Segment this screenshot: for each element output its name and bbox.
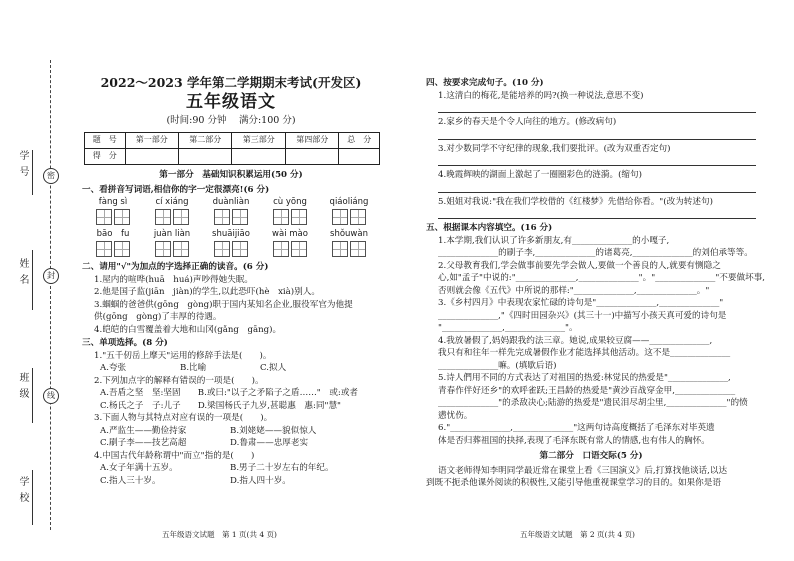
score-header-cell: 第一部分 [125, 133, 178, 149]
pinyin-text: qiáoliáng [329, 197, 369, 207]
score-header-cell: 第二部分 [179, 133, 232, 149]
sec5-line[interactable]: 3.《乡村四月》中表现农家忙碌的诗句是"______________,______________" [438, 298, 724, 308]
q1-options [82, 362, 380, 375]
q1-option-c[interactable]: C.拟人 [260, 363, 287, 373]
name-blank[interactable] [32, 250, 33, 310]
q1-stem: 1."五千仞岳上摩天"运用的修辞手法是( )。 [94, 350, 272, 361]
q2-stem: 2.下列加点字的解释有错误的一项是( )。 [94, 375, 264, 386]
q4-stem: 4.中国古代年龄称谓中"而立"指的是( ) [94, 450, 255, 461]
sec5-line[interactable]: 心,如"孟子"中说的:"______________,______________"。"______________"不要做坏事, [438, 273, 765, 283]
sec5-line[interactable]: 否则就会像《五代》中所说的那样:"______________,______________。" [438, 285, 710, 296]
score-table-header-row [85, 133, 380, 149]
sec5-line[interactable]: 5.诗人們用不同的方式表达了对祖国的热爱:林觉民的热爱是"______________, [438, 373, 731, 383]
pinyin-text: juàn liàn [153, 229, 191, 239]
seal-mi: 密 [43, 168, 59, 184]
writing-boxes[interactable] [267, 209, 313, 225]
footer-left: 五年级语文试题 第 1 页(共 4 页) [162, 530, 277, 539]
sec4-item: 5.姐姐对我说:"我在我们学校借的《红楼梦》先借给你看。"(改为转述句) [438, 196, 713, 207]
writing-boxes[interactable] [90, 241, 136, 257]
sec5-line[interactable]: "______________,______________"。 [438, 323, 578, 333]
pinyin-text: cù yōng [273, 197, 307, 207]
sec5-line[interactable]: 1.本学期,我们认识了许多新朋友,有______________的小嘎子, [438, 235, 670, 246]
pinyin-row-1 [82, 197, 380, 228]
footer-right: 五年级语文试题 第 2 页(共 4 页) [520, 530, 635, 539]
answer-line[interactable] [438, 155, 756, 166]
q2-options-ab[interactable]: A.吾盾之坚 坚:坚固 B.或曰:"以子之矛陷子之盾……" 或:或者 [100, 388, 359, 398]
exam-subject: 五年级语文 [186, 92, 276, 112]
writing-boxes[interactable] [267, 241, 313, 257]
answer-line[interactable] [438, 102, 756, 113]
score-cell[interactable] [339, 149, 380, 165]
pinyin-item [267, 229, 313, 260]
sec5-title: 五、根据课本内容填空。(16 分) [426, 223, 553, 233]
sec4-item: 1.这清白的梅花,是能培养的吗?(换一种说法,意思不变) [438, 90, 644, 101]
pinyin-item [90, 229, 136, 260]
pinyin-item [208, 229, 254, 260]
class-label: 班级 [17, 372, 28, 404]
q4-options-row1 [82, 462, 380, 475]
q4-option-d[interactable]: D.指人四十岁。 [230, 475, 291, 486]
part2-line: 语文老师得知李明同学最近常在课堂上看《三国演义》后,打算找他谈话,以达 [438, 465, 728, 476]
writing-boxes[interactable] [149, 209, 195, 225]
score-cell[interactable] [285, 149, 338, 165]
sec4-item: 3.对少数同学不守纪律的现象,我们要批评。(改为双重否定句) [438, 143, 671, 154]
score-row-label: 得 分 [85, 149, 126, 165]
right-page [426, 76, 765, 490]
school-label: 学校 [17, 476, 28, 508]
q3-option-b[interactable]: B.刘姥姥——貌似惊人 [230, 425, 317, 436]
pinyin-text: fàng sì [98, 197, 128, 207]
pinyin-item [208, 197, 254, 228]
sec4-item: 2.家乡的春天是个令人向往的地方。(修改病句) [438, 117, 617, 127]
score-cell[interactable] [232, 149, 285, 165]
part2-line: 到既不扼杀他课外阅读的积极性,又能引导他重视课堂学习的目的。如果你是语 [426, 478, 721, 488]
sec5-line[interactable]: 4.我放暑假了,妈妈跟我约法三章。她说,成果较豆腐——______________, [438, 335, 713, 346]
part2-title: 第二部分 口语交际(5 分) [539, 451, 643, 461]
pinyin-text: bāo fu [96, 229, 130, 239]
writing-boxes[interactable] [326, 209, 372, 225]
pinyin-item [326, 197, 372, 228]
pinyin-text: shǒuwàn [330, 229, 368, 239]
writing-boxes[interactable] [208, 209, 254, 225]
sec5-line[interactable]: 体是否归葬祖国的抉择,表现了毛泽东既有常人的情感,也有伟人的胸怀。 [438, 435, 710, 446]
q2-options-cd[interactable]: C.杨氏之子 子:儿子 D.梁国杨氏子九岁,甚聪惠 惠:同"慧" [100, 400, 341, 411]
seal-feng: 封 [43, 268, 59, 284]
pinyin-item [149, 197, 195, 228]
pinyin-text: cí xiáng [155, 197, 189, 207]
score-header-cell: 总 分 [339, 133, 380, 149]
sec2-item[interactable]: 3.蝈蝈的爸爸供(gōng gòng)职于国内某知名企业,服役军官为他提 [94, 299, 353, 310]
sec5-line[interactable]: ______________的刷子李,______________的诸葛亮,______________的刘伯承等等。 [438, 248, 753, 258]
sec3-title: 三、单项选择。(8 分) [82, 338, 168, 348]
sec4-item: 4.晚霞辉映的湖面上激起了一圈圈彩色的涟漪。(缩句) [438, 170, 642, 180]
sec5-line[interactable]: 我只有和往年一样先完成暑假作业才能选择其他活动。这不是______________ [438, 348, 731, 358]
q1-option-a[interactable]: A.夸张 [100, 363, 127, 373]
score-cell[interactable] [125, 149, 178, 165]
sec2-item[interactable]: 2.他是国子监(jiān jiàn)的学生,以此恐吓(hè xià)别人。 [94, 287, 320, 297]
writing-boxes[interactable] [208, 241, 254, 257]
pinyin-text: shuāijiāo [212, 229, 250, 239]
answer-line[interactable] [438, 129, 756, 140]
left-page [82, 74, 380, 487]
student-id-label: 学号 [17, 150, 28, 182]
q3-option-d[interactable]: D.鲁肃——忠厚老实 [230, 438, 309, 448]
exam-meta: (时间:90 分钟 满分:100 分) [166, 115, 296, 126]
q3-option-a[interactable]: A.严监生——勤俭持家 [100, 425, 187, 436]
sec2-item[interactable]: 4.皑皑的白雪覆盖着大地和山冈(gǎng gāng)。 [94, 324, 282, 335]
q3-stem: 3.下面人物与其特点对应有误的一项是( )。 [94, 413, 273, 423]
score-header-cell: 题 号 [85, 133, 126, 149]
sec5-line[interactable]: ______________,"《四时田园杂兴》(其三十一)中描写小孩天真可爱的诗句是 [438, 310, 727, 321]
pinyin-item [90, 197, 136, 228]
pinyin-item [326, 229, 372, 260]
score-header-cell: 第三部分 [232, 133, 285, 149]
pinyin-text: wài mào [272, 229, 308, 239]
seal-line [50, 60, 51, 530]
answer-line[interactable] [438, 182, 756, 193]
score-cell[interactable] [179, 149, 232, 165]
student-id-blank[interactable] [32, 150, 33, 195]
pinyin-item [267, 197, 313, 228]
q4-option-c[interactable]: C.指人三十岁。 [100, 475, 161, 486]
name-label: 姓名 [17, 258, 28, 290]
sec5-line[interactable]: ______________嘛。(填歇后语) [438, 360, 557, 371]
score-table-score-row [85, 149, 380, 165]
q4-option-a[interactable]: A.女子年满十五岁。 [100, 463, 178, 473]
seal-xian: 线 [43, 388, 59, 404]
class-blank[interactable] [32, 368, 33, 423]
q1-option-b[interactable]: B.比喻 [180, 363, 207, 373]
score-table [84, 132, 380, 165]
sec5-line[interactable]: 青春作伴好还乡"的欢呼雀跃;王昌龄的热爱是"黄沙百战穿金甲,______________ [438, 385, 736, 396]
part1-title: 第一部分 基础知识积累运用(50 分) [159, 170, 303, 180]
score-header-cell: 第四部分 [285, 133, 338, 149]
q3-options-row1 [82, 425, 380, 438]
exam-title: 2022～2023 学年第二学期期末考试(开发区) [100, 75, 362, 90]
writing-boxes[interactable] [326, 241, 372, 257]
sec5-line[interactable]: 懑忧伤。 [438, 410, 473, 421]
answer-line[interactable] [438, 208, 756, 219]
sec5-line[interactable]: 6."______________,______________"这两句诗高度概括了毛泽东对毕英遗 [438, 423, 715, 433]
binding-margin [0, 0, 64, 561]
q3-option-c[interactable]: C.刷子李——技艺高超 [100, 438, 187, 448]
sec2-item[interactable]: 供(gōng gòng)了丰厚的待遇。 [94, 312, 222, 322]
sec4-title: 四、按要求完成句子。(10 分) [426, 78, 544, 88]
q4-options-row2 [82, 475, 380, 488]
q3-options-row2 [82, 437, 380, 450]
sec5-line[interactable]: ______________"的杀敌决心;陆游的热爱是"遗民泪尽胡尘里,______________"的愤 [438, 398, 748, 408]
sec1-title: 一、看拼音写词语,相信你的字一定很漂亮!(6 分) [82, 184, 270, 195]
pinyin-text: duànliàn [212, 197, 250, 207]
writing-boxes[interactable] [90, 209, 136, 225]
q4-option-b[interactable]: B.男子二十岁左右的年纪。 [230, 463, 334, 473]
sec2-title: 二、请用"√"为加点的字选择正确的读音。(6 分) [82, 262, 269, 272]
pinyin-row-2 [82, 229, 380, 260]
writing-boxes[interactable] [149, 241, 195, 257]
sec5-line[interactable]: 2.父母教育我们,学会做事前要先学会做人,要做一个善良的人,就要有恻隐之 [438, 260, 721, 271]
school-blank[interactable] [32, 470, 33, 525]
pinyin-item [149, 229, 195, 260]
sec2-item[interactable]: 1.屋内的喧哗(huā huá)声吵得她失眠。 [94, 274, 254, 285]
